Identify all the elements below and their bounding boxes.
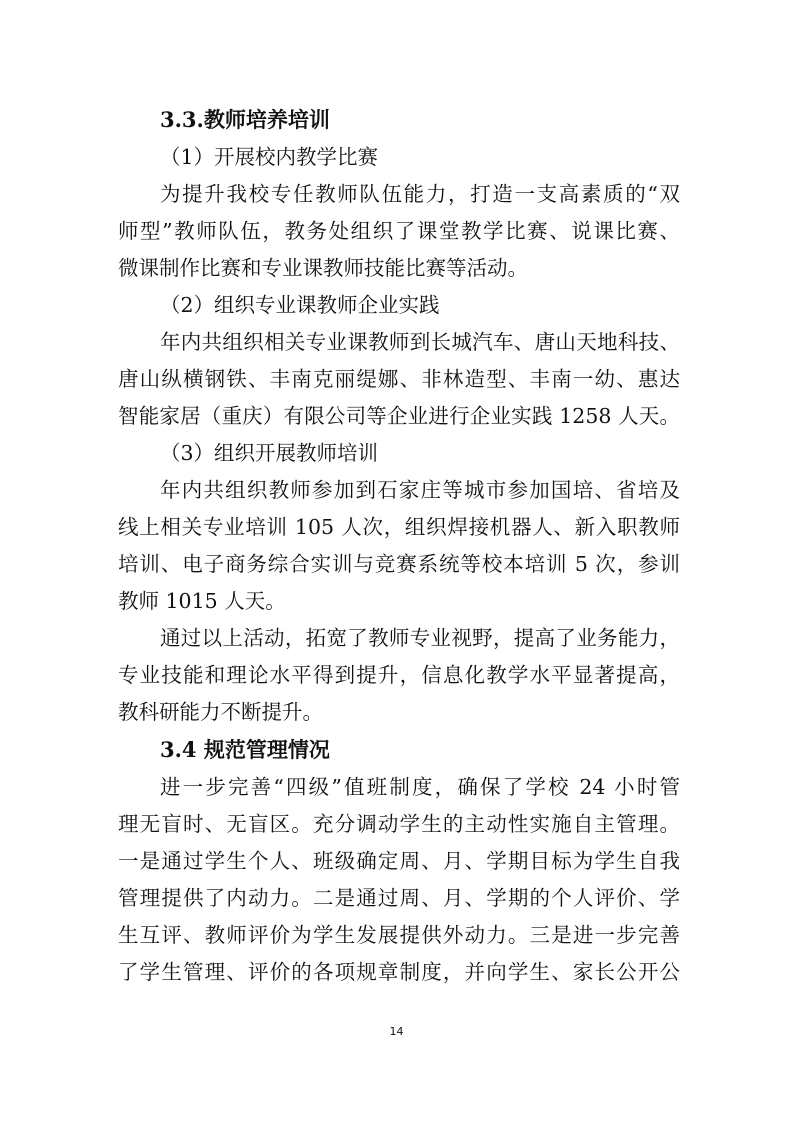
page-number: 14 <box>389 1025 404 1038</box>
subheading-1: （1）开展校内教学比赛 <box>160 145 379 169</box>
paragraph-line: 教师 1015 人天。 <box>118 589 286 613</box>
paragraph-line: 微课制作比赛和专业课教师技能比赛等活动。 <box>118 256 528 280</box>
paragraph-line: 一是通过学生个人、班级确定周、月、学期目标为学生自我 <box>118 849 680 873</box>
paragraph-line: 管理提供了内动力。二是通过周、月、学期的个人评价、学 <box>118 886 680 910</box>
subheading-2: （2）组织专业课教师企业实践 <box>160 293 440 317</box>
paragraph-line: 了学生管理、评价的各项规章制度，并向学生、家长公开公 <box>118 960 680 984</box>
paragraph-line: 通过以上活动，拓宽了教师专业视野，提高了业务能力， <box>160 626 680 650</box>
paragraph-line: 智能家居（重庆）有限公司等企业进行企业实践 1258 人天。 <box>118 404 680 428</box>
heading-3-3: 3.3.教师培养培训 <box>160 107 330 132</box>
paragraph-line: 理无盲时、无盲区。充分调动学生的主动性实施自主管理。 <box>118 812 680 836</box>
paragraph-line: 专业技能和理论水平得到提升，信息化教学水平显著提高， <box>118 663 680 687</box>
paragraph-line: 进一步完善“四级”值班制度，确保了学校 24 小时管 <box>160 775 680 799</box>
paragraph-line: 为提升我校专任教师队伍能力，打造一支高素质的“双 <box>160 182 680 206</box>
paragraph-line: 培训、电子商务综合实训与竞赛系统等校本培训 5 次，参训 <box>118 552 680 576</box>
heading-3-4: 3.4 规范管理情况 <box>160 737 330 762</box>
paragraph-line: 线上相关专业培训 105 人次，组织焊接机器人、新入职教师 <box>118 515 680 539</box>
paragraph-line: 师型”教师队伍，教务处组织了课堂教学比赛、说课比赛、 <box>118 219 680 243</box>
paragraph-line: 唐山纵横钢铁、丰南克丽缇娜、非林造型、丰南一幼、惠达 <box>118 367 680 391</box>
subheading-3: （3）组织开展教师培训 <box>160 441 379 465</box>
paragraph-line: 年内共组织相关专业课教师到长城汽车、唐山天地科技、 <box>160 330 680 354</box>
paragraph-line: 生互评、教师评价为学生发展提供外动力。三是进一步完善 <box>118 923 680 947</box>
paragraph-line: 教科研能力不断提升。 <box>118 700 323 724</box>
paragraph-line: 年内共组织教师参加到石家庄等城市参加国培、省培及 <box>160 478 680 502</box>
